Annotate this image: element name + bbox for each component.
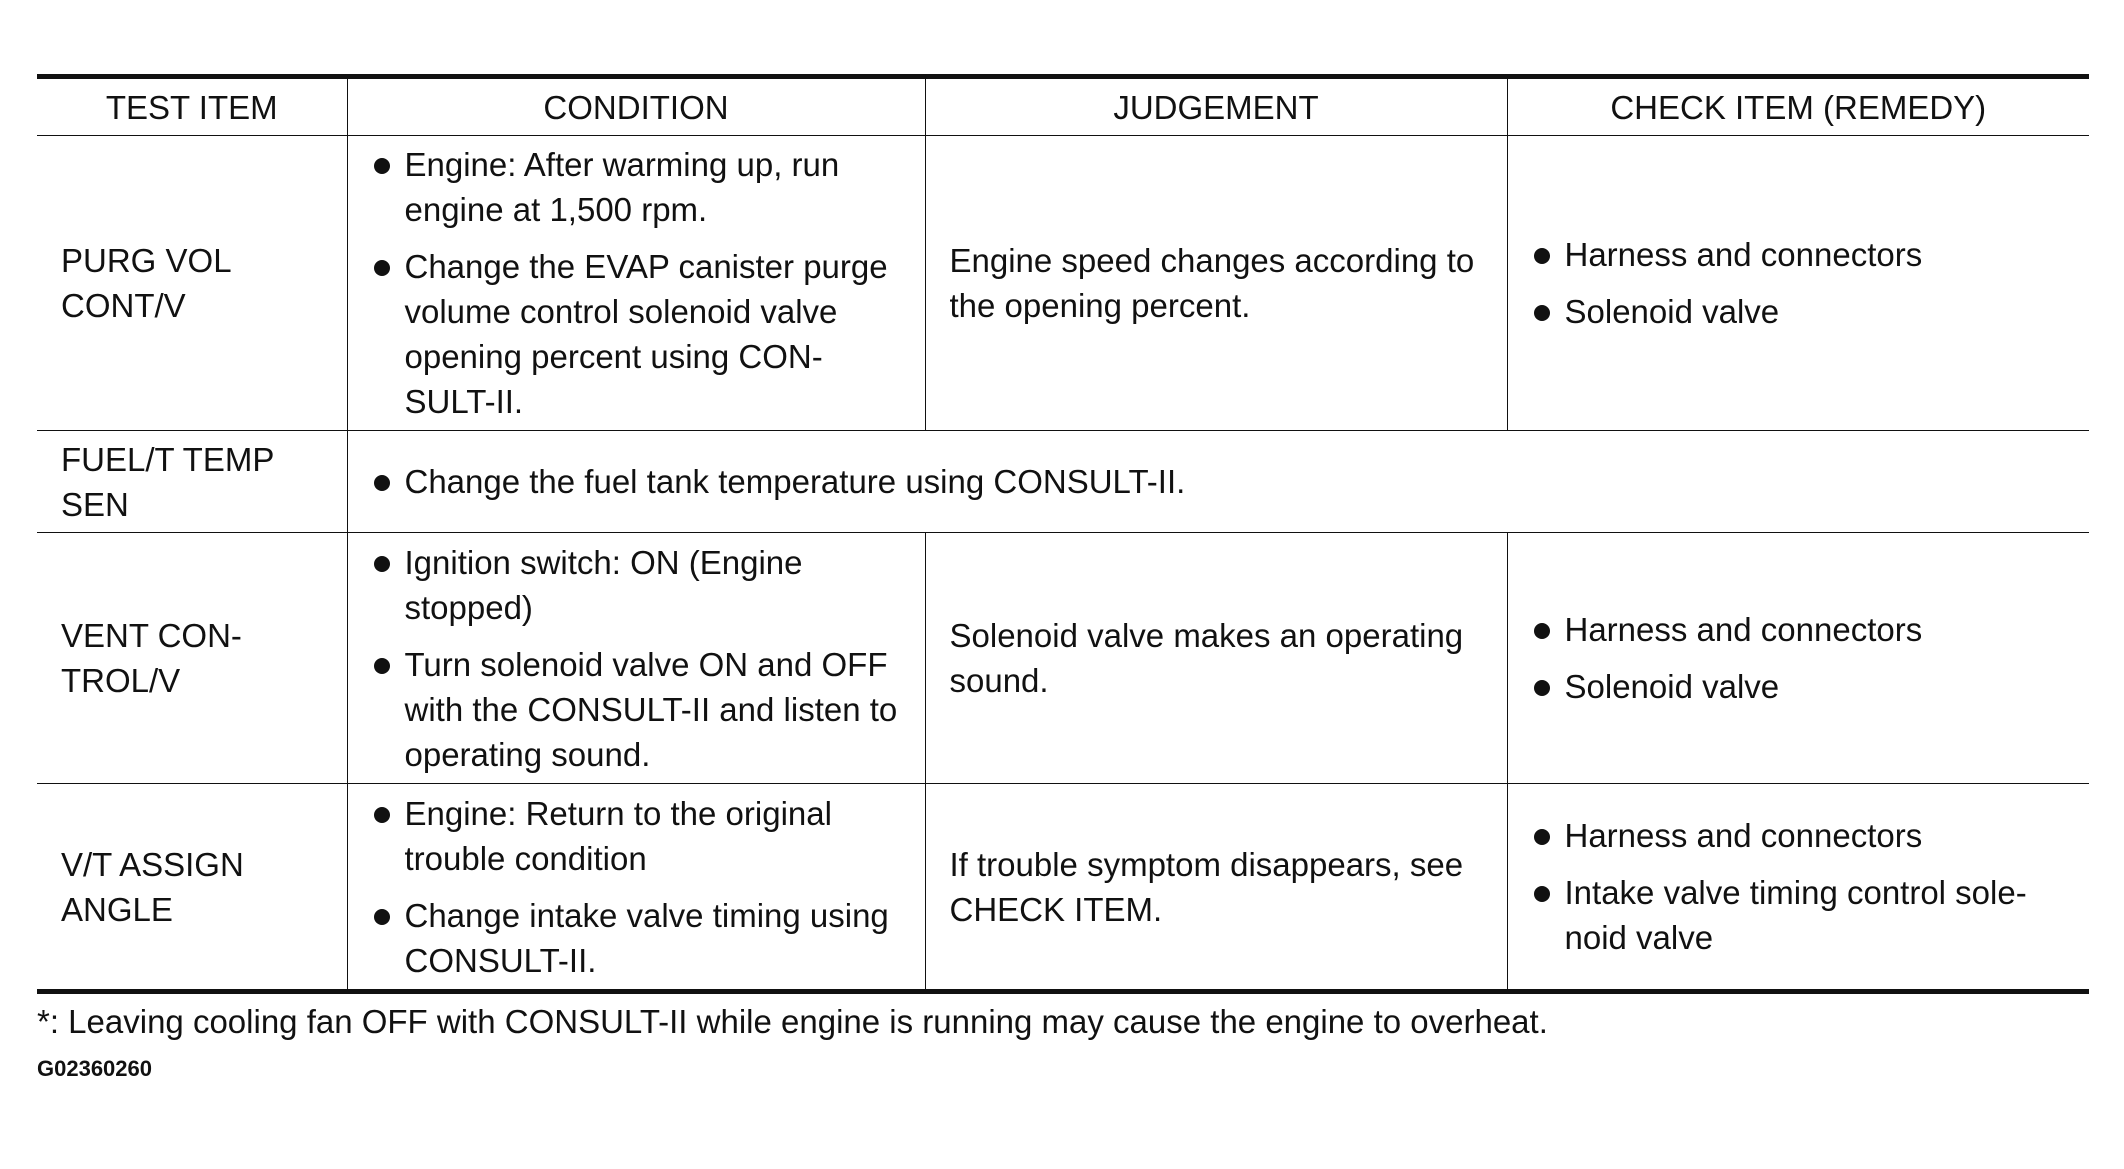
test-item-cell bbox=[37, 136, 347, 431]
condition-bullet: Change the fuel tank temperature using CONSULT-II. bbox=[372, 459, 2070, 504]
header-check-item: CHECK ITEM (REMEDY) bbox=[1507, 77, 2089, 136]
test-item-cell bbox=[37, 784, 347, 992]
header-judgement: JUDGEMENT bbox=[925, 77, 1507, 136]
test-item-label: V/T ASSIGN ANGLE bbox=[61, 845, 244, 928]
test-item-cell bbox=[37, 431, 347, 533]
condition-bullet: Ignition switch: ON (Engine stopped) bbox=[372, 540, 905, 630]
document bbox=[37, 74, 2089, 1082]
check-item-bullet: Harness and connectors bbox=[1532, 813, 2070, 858]
check-item-bullet: Solenoid valve bbox=[1532, 664, 2070, 709]
header-condition: CONDITION bbox=[347, 77, 925, 136]
condition-cell bbox=[347, 533, 925, 784]
condition-cell bbox=[347, 784, 925, 992]
judgement-cell: If trouble symptom disappears, see CHECK ITEM. bbox=[925, 784, 1507, 992]
condition-cell bbox=[347, 431, 2089, 533]
check-item-bullet: Harness and connectors bbox=[1532, 607, 2070, 652]
table-row bbox=[37, 784, 2089, 992]
check-item-cell bbox=[1507, 136, 2089, 431]
figure-id: G02360260 bbox=[37, 1056, 152, 1081]
test-item-label: FUEL/T TEMP SEN bbox=[61, 440, 275, 523]
table-header-row bbox=[37, 77, 2089, 136]
test-item-label: VENT CON- TROL/V bbox=[61, 617, 242, 699]
judgement-cell: Solenoid valve makes an operating sound. bbox=[925, 533, 1507, 784]
footnote: *: Leaving cooling fan OFF with CONSULT-II while engine is running may cause the engine to overheat. bbox=[37, 1003, 1548, 1040]
check-item-cell bbox=[1507, 784, 2089, 992]
judgement-cell: Engine speed changes according to the opening percent. bbox=[925, 136, 1507, 431]
condition-bullet: Change the EVAP canister purge volume control solenoid valve opening percent using CON-SULT-II. bbox=[372, 244, 905, 424]
header-test-item: TEST ITEM bbox=[37, 77, 347, 136]
table-row bbox=[37, 136, 2089, 431]
condition-bullet: Change intake valve timing using CONSULT-II. bbox=[372, 893, 905, 983]
check-item-bullet: Solenoid valve bbox=[1532, 289, 2070, 334]
test-item-table bbox=[37, 74, 2089, 994]
table-row bbox=[37, 533, 2089, 784]
condition-bullet: Turn solenoid valve ON and OFF with the CONSULT-II and listen to operating sound. bbox=[372, 642, 905, 777]
condition-bullet: Engine: Return to the original trouble condition bbox=[372, 791, 905, 881]
check-item-bullet: Intake valve timing control sole-noid valve bbox=[1532, 870, 2070, 960]
condition-bullet: Engine: After warming up, run engine at 1,500 rpm. bbox=[372, 142, 905, 232]
table-row bbox=[37, 431, 2089, 533]
test-item-cell bbox=[37, 533, 347, 784]
condition-cell bbox=[347, 136, 925, 431]
check-item-bullet: Harness and connectors bbox=[1532, 232, 2070, 277]
test-item-label: PURG VOL CONT/V bbox=[61, 242, 232, 324]
check-item-cell bbox=[1507, 533, 2089, 784]
